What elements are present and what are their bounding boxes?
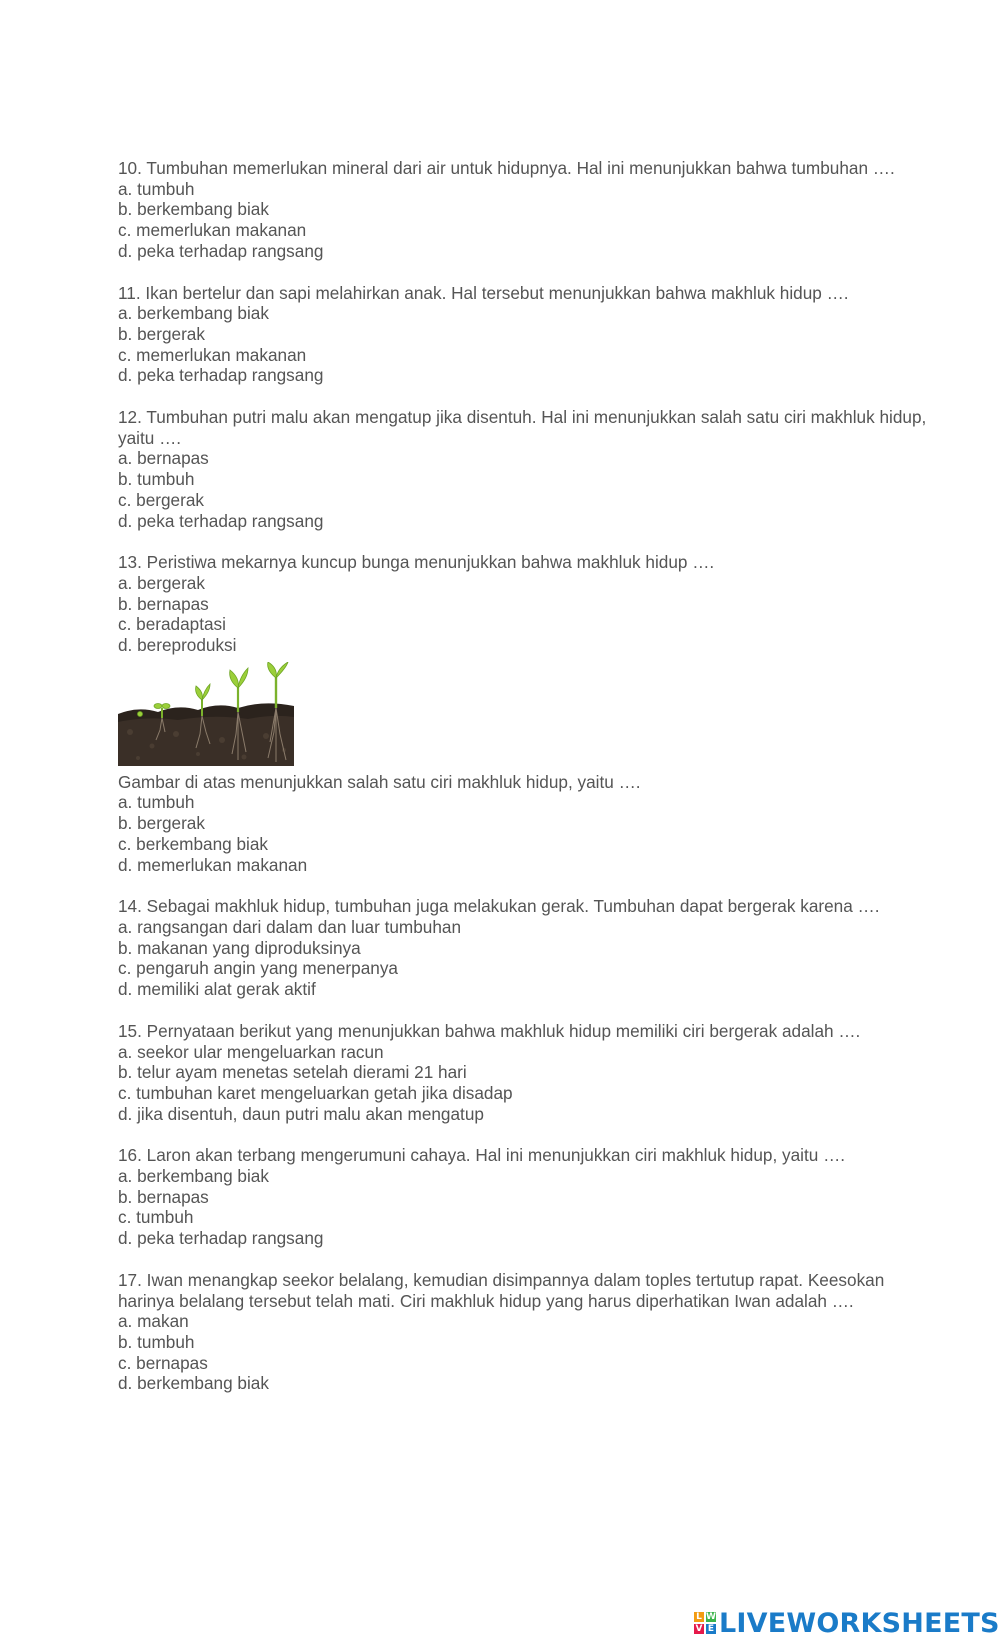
logo-tile: L <box>694 1612 704 1622</box>
answer-option[interactable]: c. tumbuhan karet mengeluarkan getah jika disadap <box>118 1082 513 1103</box>
answer-option[interactable]: a. makan <box>118 1311 189 1332</box>
answer-option[interactable]: a. berkembang biak <box>118 1166 269 1187</box>
answer-option[interactable]: d. memiliki alat gerak aktif <box>118 979 316 1000</box>
answer-option[interactable]: a. tumbuh <box>118 178 195 199</box>
answer-option[interactable]: d. bereproduksi <box>118 635 237 656</box>
question-12 <box>118 407 938 531</box>
answer-option[interactable]: b. bernapas <box>118 593 209 614</box>
question-13 <box>118 552 938 656</box>
logo-tile: W <box>706 1612 716 1622</box>
seedling-growth-image <box>118 662 294 766</box>
seedling-illustration <box>118 662 294 766</box>
answer-option[interactable]: d. peka terhadap rangsang <box>118 1228 324 1249</box>
question-10 <box>118 158 938 262</box>
answer-option[interactable]: a. tumbuh <box>118 792 195 813</box>
question-stem: 12. Tumbuhan putri malu akan mengatup jika disentuh. Hal ini menunjukkan salah satu ciri makhluk hidup, yaitu …. <box>118 407 927 448</box>
logo-tile: E <box>707 1624 715 1634</box>
answer-option[interactable]: b. berkembang biak <box>118 199 269 220</box>
answer-option[interactable]: d. peka terhadap rangsang <box>118 510 324 531</box>
answer-option[interactable]: b. tumbuh <box>118 1331 195 1352</box>
answer-option[interactable]: a. seekor ular mengeluarkan racun <box>118 1041 384 1062</box>
question-16 <box>118 1145 938 1249</box>
question-image <box>118 772 938 876</box>
question-stem: 10. Tumbuhan memerlukan mineral dari air untuk hidupnya. Hal ini menunjukkan bahwa tumbuhan …. <box>118 158 895 178</box>
answer-option[interactable]: c. tumbuh <box>118 1207 194 1228</box>
answer-option[interactable]: b. telur ayam menetas setelah dierami 21 hari <box>118 1062 467 1083</box>
logo-mark-icon <box>694 1612 716 1634</box>
answer-option[interactable]: c. bernapas <box>118 1352 208 1373</box>
answer-option[interactable]: d. memerlukan makanan <box>118 854 308 875</box>
question-stem: 17. Iwan menangkap seekor belalang, kemudian disimpannya dalam toples tertutup rapat. Keesokan harinya belalang tersebut telah mati. Ciri makhluk hidup yang harus diperhatikan Iwan adalah …. <box>118 1269 885 1311</box>
question-stem: 16. Laron akan terbang mengerumuni cahaya. Hal ini menunjukkan ciri makhluk hidup, yaitu …. <box>118 1145 846 1166</box>
question-stem: 11. Ikan bertelur dan sapi melahirkan anak. Hal tersebut menunjukkan bahwa makhluk hidup …. <box>118 282 849 303</box>
question-14 <box>118 896 938 1000</box>
question-stem: 14. Sebagai makhluk hidup, tumbuhan juga melakukan gerak. Tumbuhan dapat bergerak karena …. <box>118 896 880 917</box>
answer-option[interactable]: c. beradaptasi <box>118 614 226 635</box>
answer-option[interactable]: b. makanan yang diproduksinya <box>118 937 361 958</box>
answer-option[interactable]: b. tumbuh <box>118 469 195 490</box>
question-15 <box>118 1021 938 1125</box>
question-17 <box>118 1270 938 1394</box>
answer-option[interactable]: a. rangsangan dari dalam dan luar tumbuhan <box>118 916 462 937</box>
answer-option[interactable]: d. peka terhadap rangsang <box>118 240 324 261</box>
question-11 <box>118 283 938 387</box>
question-stem: Gambar di atas menunjukkan salah satu ciri makhluk hidup, yaitu …. <box>118 771 641 792</box>
answer-option[interactable]: b. bergerak <box>118 813 205 834</box>
logo-tile: V <box>695 1624 703 1634</box>
liveworksheets-logo <box>694 1609 1000 1637</box>
answer-option[interactable]: c. bergerak <box>118 489 204 510</box>
logo-text: LIVEWORKSHEETS <box>719 1607 1000 1639</box>
question-stem: 15. Pernyataan berikut yang menunjukkan bahwa makhluk hidup memiliki ciri bergerak adalah …. <box>118 1020 861 1041</box>
answer-option[interactable]: b. bernapas <box>118 1186 209 1207</box>
answer-option[interactable]: a. bergerak <box>118 572 205 593</box>
answer-option[interactable]: a. berkembang biak <box>118 303 269 324</box>
answer-option[interactable]: d. jika disentuh, daun putri malu akan mengatup <box>118 1103 484 1124</box>
answer-option[interactable]: c. memerlukan makanan <box>118 344 307 365</box>
answer-option[interactable]: c. pengaruh angin yang menerpanya <box>118 958 398 979</box>
answer-option[interactable]: b. bergerak <box>118 323 205 344</box>
answer-option[interactable]: a. bernapas <box>118 448 209 469</box>
answer-option[interactable]: d. peka terhadap rangsang <box>118 365 324 386</box>
answer-option[interactable]: c. berkembang biak <box>118 833 268 854</box>
question-stem: 13. Peristiwa mekarnya kuncup bunga menunjukkan bahwa makhluk hidup …. <box>118 552 715 573</box>
worksheet <box>118 158 938 1415</box>
answer-option[interactable]: d. berkembang biak <box>118 1373 269 1394</box>
answer-option[interactable]: c. memerlukan makanan <box>118 220 307 241</box>
